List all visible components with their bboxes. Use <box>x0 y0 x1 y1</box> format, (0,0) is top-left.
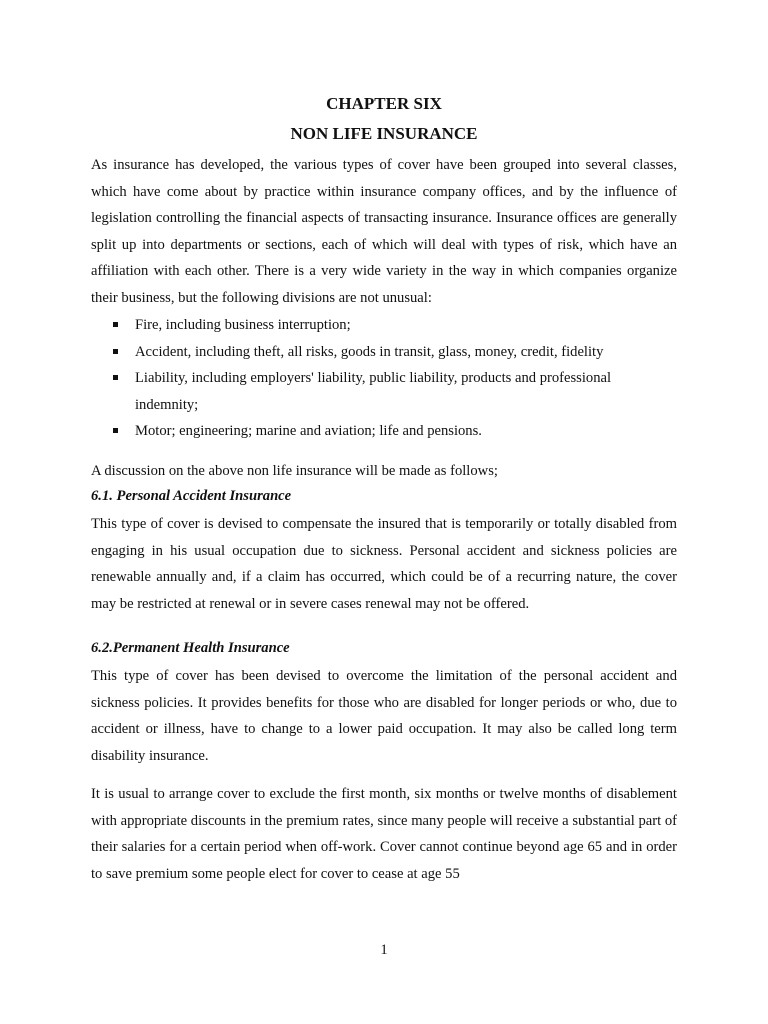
list-item <box>91 365 677 418</box>
page-number: 1 <box>380 942 388 958</box>
discussion-intro: A discussion on the above non life insurance will be made as follows; <box>91 463 498 479</box>
list-item-text: Fire, including business interruption; <box>135 317 351 333</box>
chapter-title: NON LIFE INSURANCE <box>290 124 478 143</box>
intro-paragraph: As insurance has developed, the various types of cover have been grouped into several classes, which have come about by practice within insurance company offices, and by the influence of legislation controlling the financial aspects of transacting insurance. Insurance offices are generally split up into departments or sections, each of which will deal with types of risk, which have an affiliation with each other. There is a very wide variety in the way in which companies organize their business, but the following divisions are not unusual: <box>91 157 677 306</box>
section-heading-personal-accident: 6.1. Personal Accident Insurance <box>91 488 292 504</box>
section-paragraph: It is usual to arrange cover to exclude the first month, six months or twelve months of disablement with appropriate discounts in the premium rates, since many people will receive a substantial part of their salaries for a certain period when off-work. Cover cannot continue beyond age 65 and in order to save premium some people elect for cover to cease at age 55 <box>91 786 677 882</box>
list-item-text: Liability, including employers' liability, public liability, products and professional indemnity; <box>135 370 612 413</box>
list-item <box>91 339 677 366</box>
list-item-text: Accident, including theft, all risks, goods in transit, glass, money, credit, fidelity <box>135 343 604 360</box>
section-paragraph: This type of cover has been devised to overcome the limitation of the personal accident and sickness policies. It provides benefits for those who are disabled for longer periods or who, due to accident or illness, have to change to a lower paid occupation. It may also be called long term disability insurance. <box>91 668 677 764</box>
bullet-icon <box>113 349 118 354</box>
divisions-list <box>91 312 677 445</box>
chapter-heading: CHAPTER SIX <box>326 94 442 113</box>
section-heading-permanent-health: 6.2.Permanent Health Insurance <box>91 640 290 656</box>
list-item <box>91 312 677 339</box>
list-item <box>91 418 677 445</box>
bullet-icon <box>113 428 118 433</box>
section-paragraph: This type of cover is devised to compensate the insured that is temporarily or totally disabled from engaging in his usual occupation due to sickness. Personal accident and sickness policies are renewable annually and, if a claim has occurred, which could be of a recurring nature, the cover may be restricted at renewal or in severe cases renewal may not be offered. <box>91 516 677 612</box>
bullet-icon <box>113 322 118 327</box>
bullet-icon <box>113 375 118 380</box>
list-item-text: Motor; engineering; marine and aviation; life and pensions. <box>135 423 482 439</box>
